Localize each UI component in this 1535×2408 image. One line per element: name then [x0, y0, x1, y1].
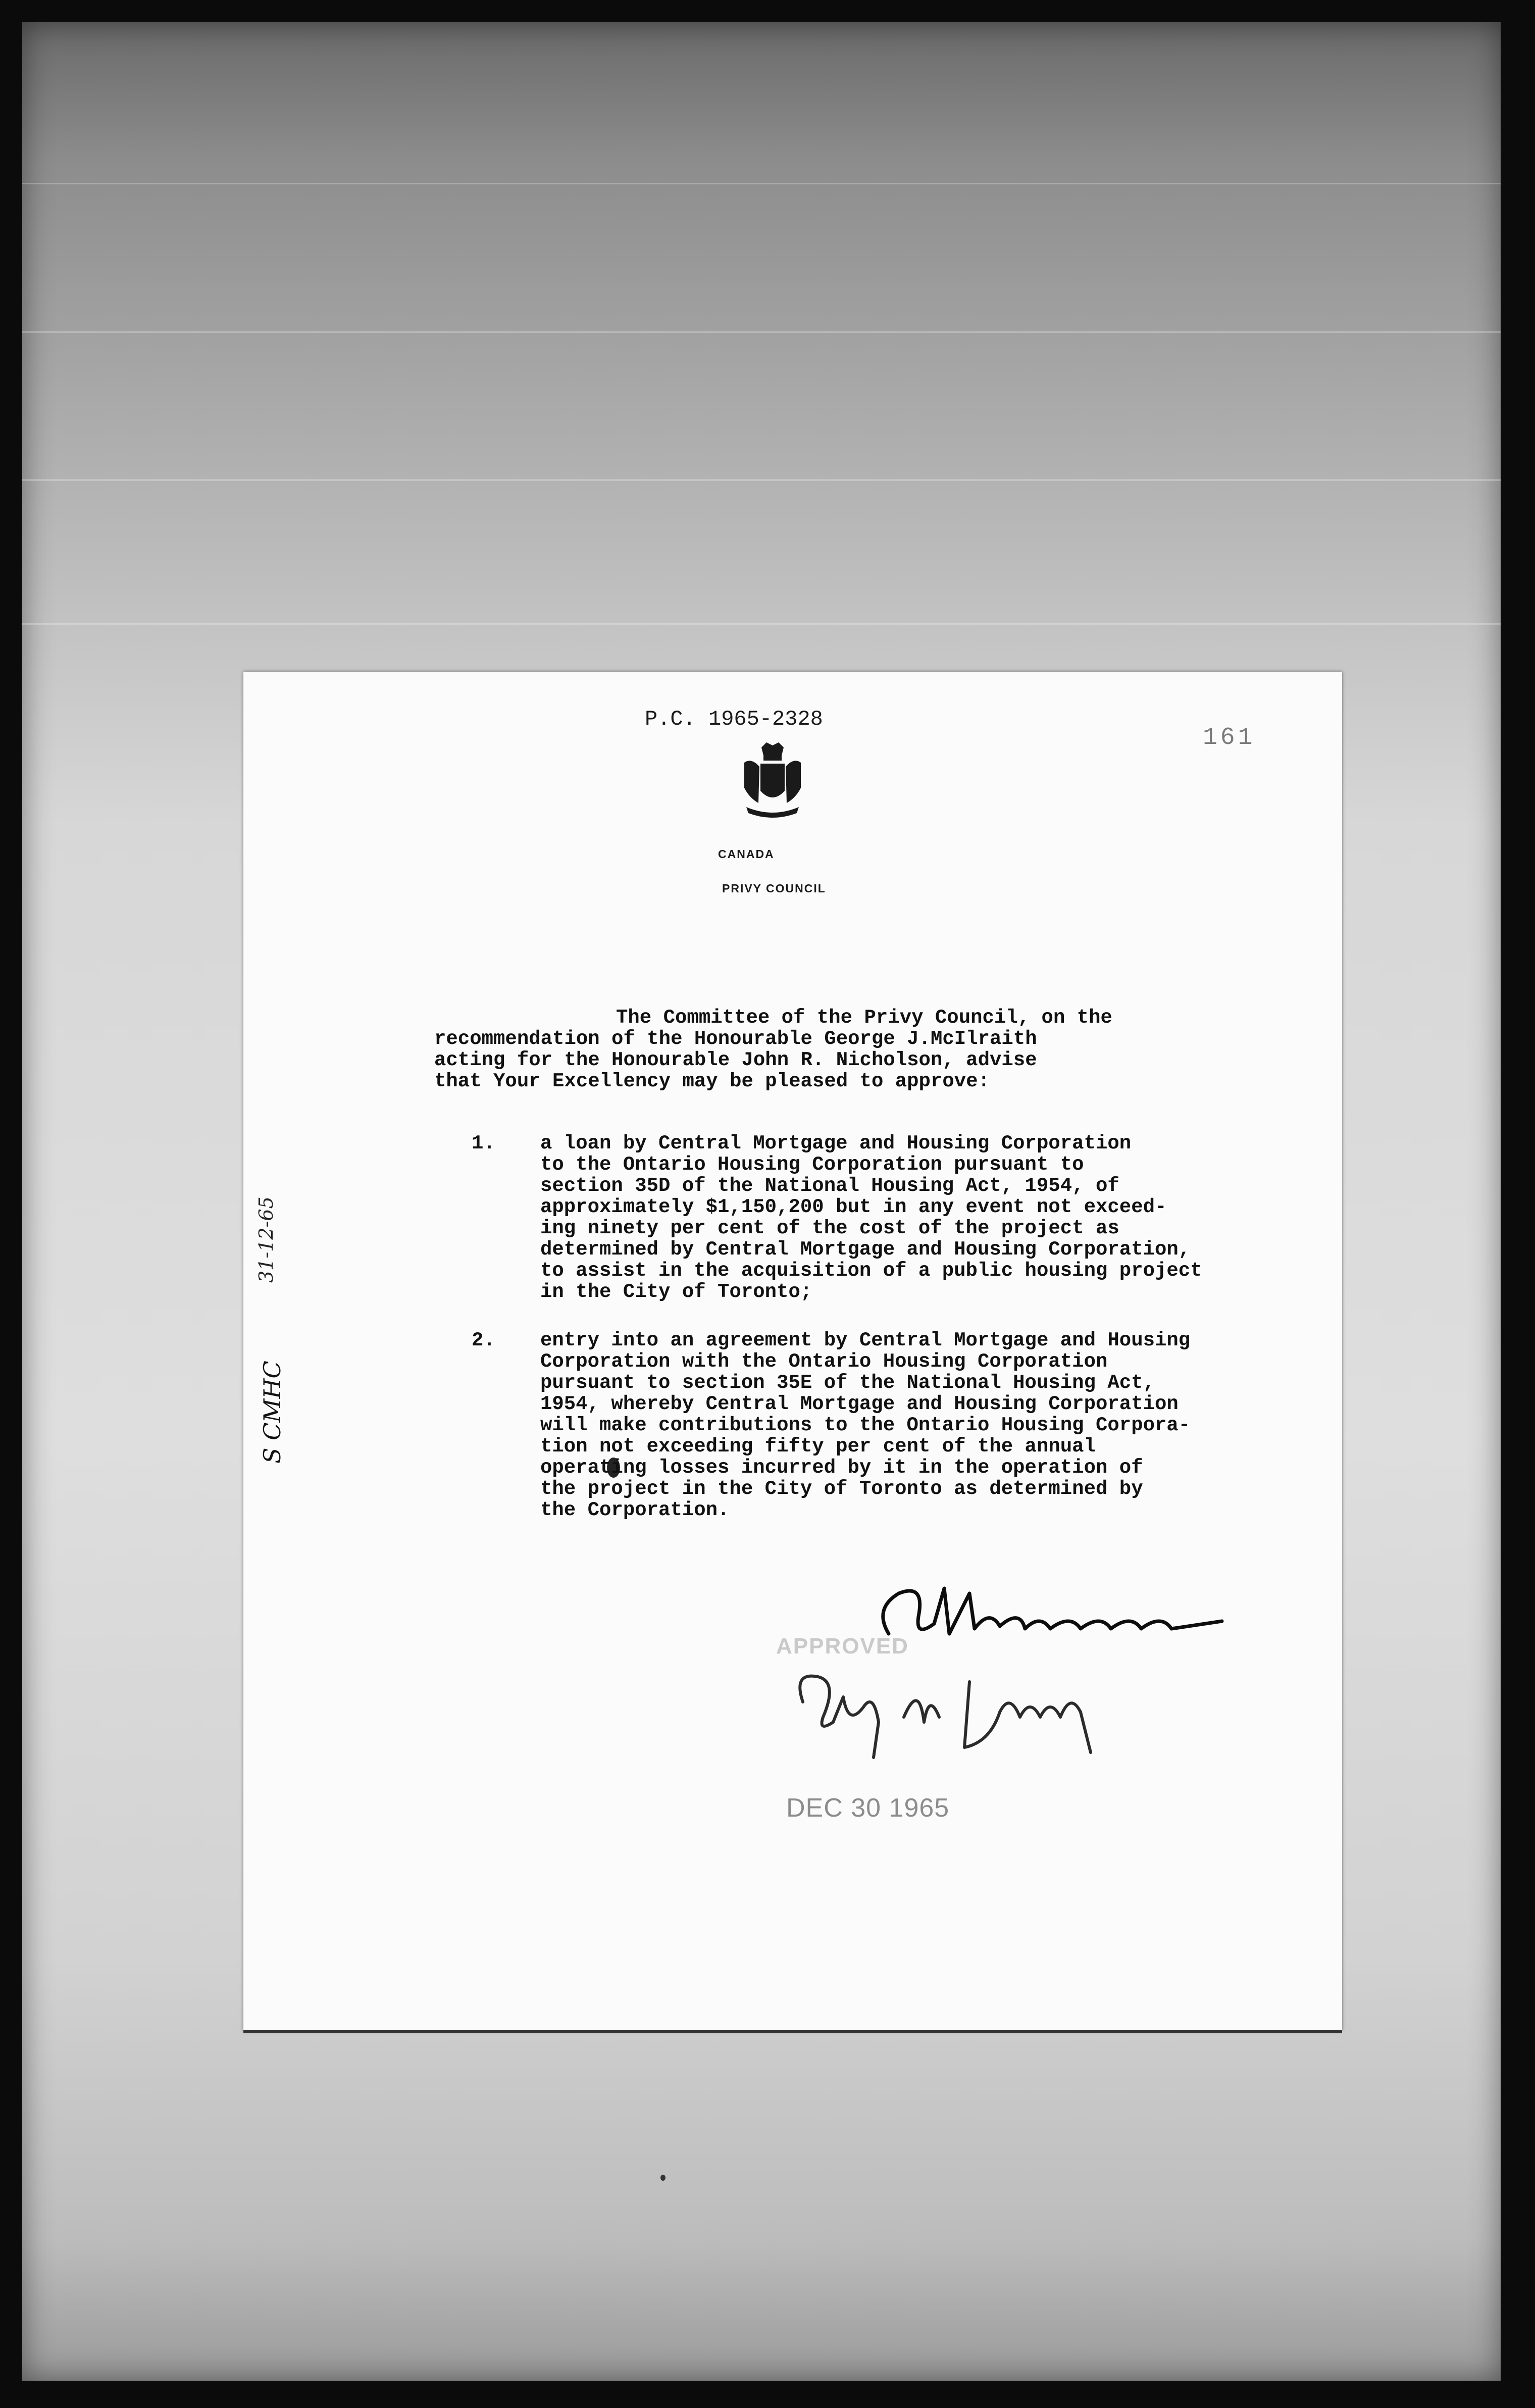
intro-line: acting for the Honourable John R. Nicholson, advise [434, 1049, 1037, 1071]
item-line: approximately $1,150,200 but in any event not exceed- [540, 1196, 1167, 1218]
item-line: operating losses incurred by it in the operation of [540, 1457, 1143, 1479]
item-line: to the Ontario Housing Corporation pursuant to [540, 1153, 1084, 1176]
item-line: Corporation with the Ontario Housing Corporation [540, 1350, 1108, 1373]
item-line: the project in the City of Toronto as determined by [540, 1478, 1143, 1500]
item-line: entry into an agreement by Central Mortgage and Housing [540, 1329, 1191, 1351]
order-number: P.C. 1965-2328 [645, 707, 823, 731]
film-streak [22, 331, 1501, 333]
approved-stamp: APPROVED [776, 1634, 909, 1659]
country-label: CANADA [718, 847, 775, 861]
office-label: PRIVY COUNCIL [722, 882, 826, 895]
item-line: pursuant to section 35E of the National Housing Act, [540, 1372, 1155, 1394]
item-number: 1. [472, 1132, 495, 1155]
coat-of-arms-icon [741, 742, 804, 818]
document-page [243, 672, 1342, 2030]
margin-date-note: 31-12-65 [255, 1196, 277, 1283]
film-streak [22, 479, 1501, 481]
item-number: 2. [472, 1329, 495, 1351]
film-streak [22, 183, 1501, 184]
item-line: a loan by Central Mortgage and Housing Corporation [540, 1132, 1132, 1155]
intro-line: that Your Excellency may be pleased to approve: [434, 1070, 990, 1092]
item-line: determined by Central Mortgage and Housing Corporation, [540, 1238, 1191, 1261]
item-line: ing ninety per cent of the cost of the project as [540, 1217, 1119, 1239]
item-line: the Corporation. [540, 1499, 730, 1521]
page-number: 161 [1203, 724, 1256, 751]
margin-initials-note: S CMHC [259, 1361, 286, 1464]
signature-pearson [868, 1578, 1232, 1654]
ink-dot [660, 2175, 666, 2181]
date-stamp: DEC 30 1965 [786, 1793, 950, 1823]
page-edge [243, 2030, 1342, 2033]
signature-vanier [788, 1662, 1121, 1763]
intro-line: The Committee of the Privy Council, on the [616, 1007, 1112, 1029]
item-line: tion not exceeding fifty per cent of the annual [540, 1435, 1096, 1458]
item-line: 1954, whereby Central Mortgage and Housing Corporation [540, 1393, 1179, 1415]
item-line: in the City of Toronto; [540, 1281, 812, 1303]
intro-line: recommendation of the Honourable George J.McIlraith [434, 1028, 1037, 1050]
film-streak [22, 623, 1501, 625]
item-line: to assist in the acquisition of a public housing project [540, 1260, 1202, 1282]
item-line: section 35D of the National Housing Act, 1954, of [540, 1175, 1119, 1197]
item-line: will make contributions to the Ontario Housing Corpora- [540, 1414, 1191, 1436]
